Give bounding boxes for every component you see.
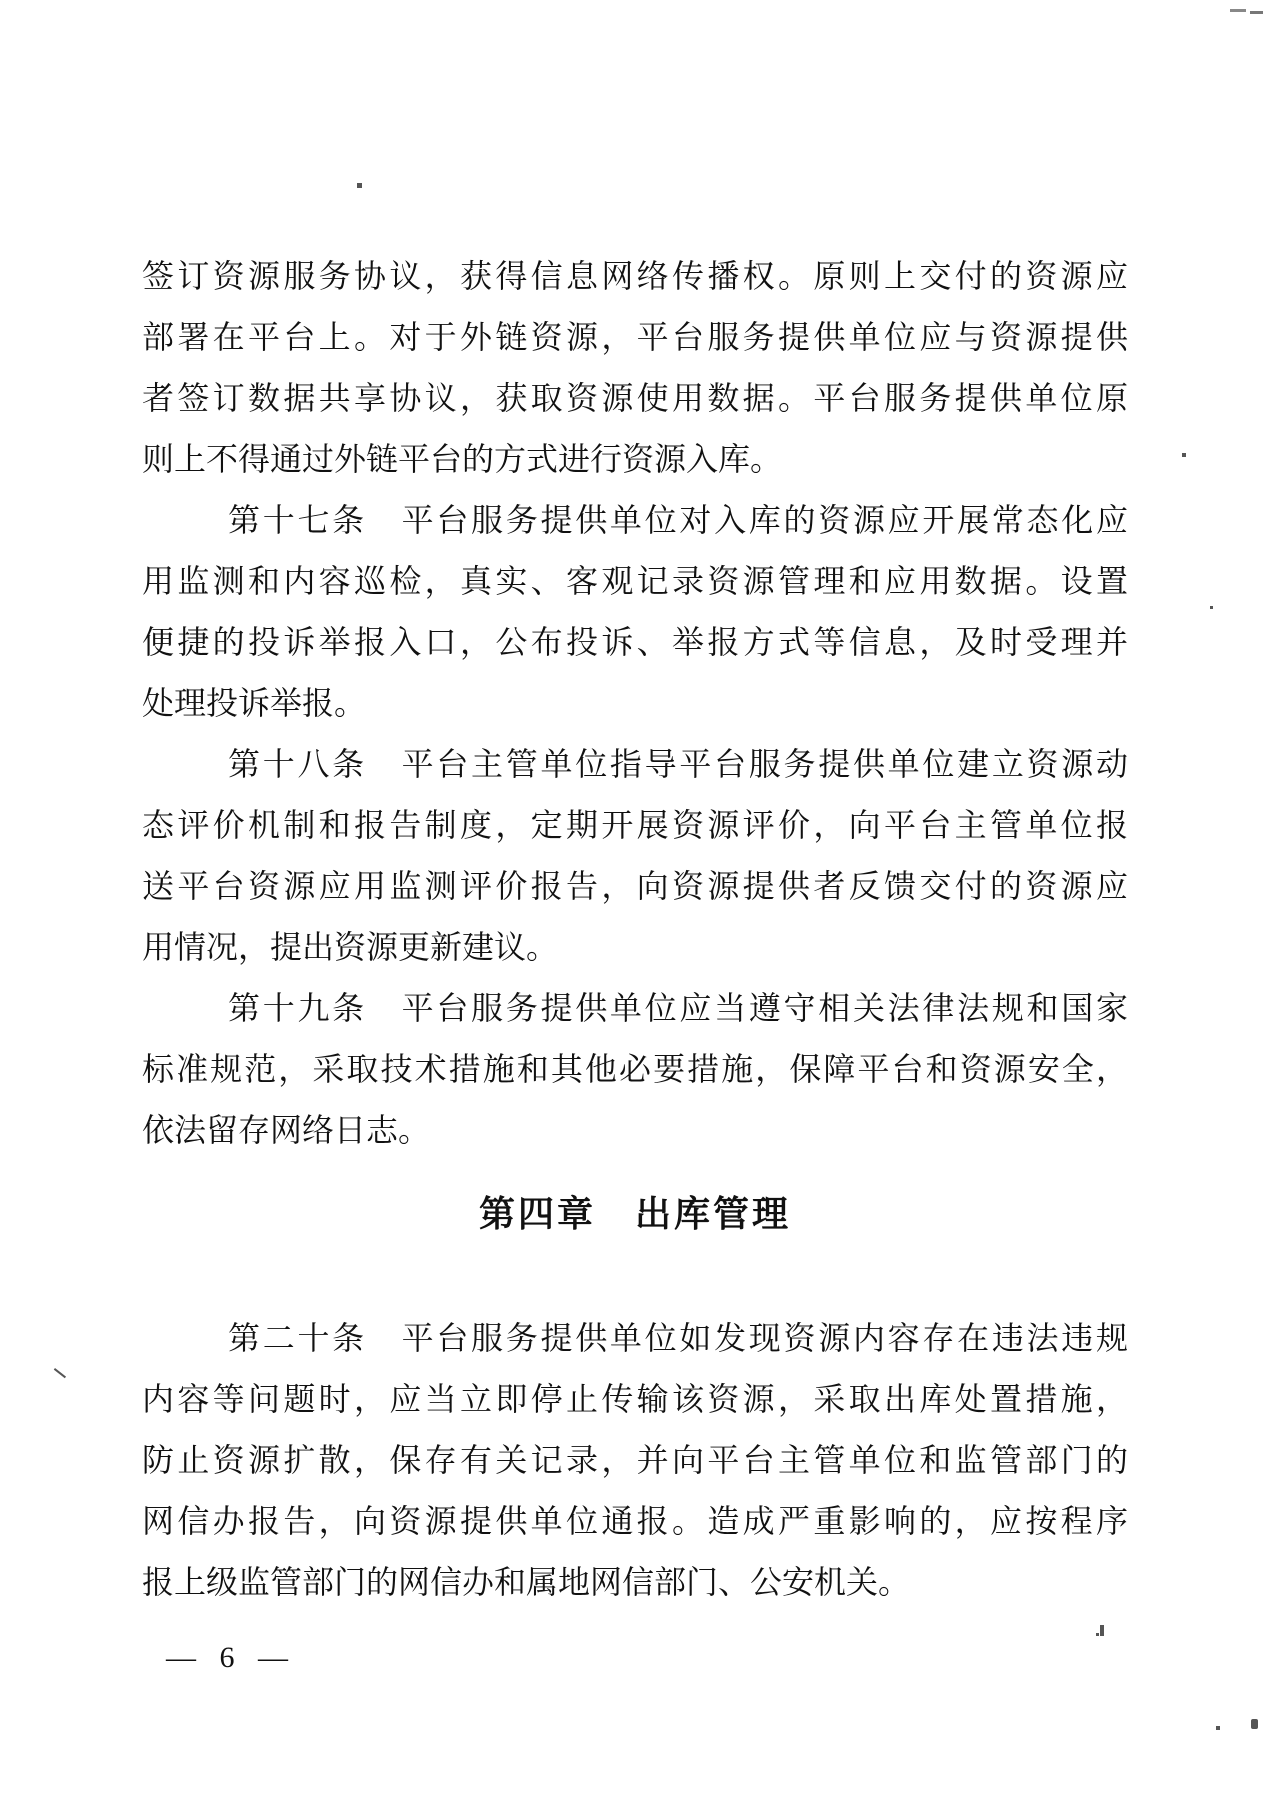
scan-artifact <box>1182 453 1186 457</box>
scan-artifact <box>1096 1633 1099 1636</box>
scan-artifact <box>1250 11 1263 14</box>
text-line: 防止资源扩散，保存有关记录，并向平台主管单位和监管部门的 <box>142 1442 1128 1478</box>
chapter-heading: 第四章 出库管理 <box>478 1193 791 1234</box>
text-line-article-17: 第十七条 平台服务提供单位对入库的资源应开展常态化应 <box>228 502 1128 538</box>
text-line: 者签订数据共享协议，获取资源使用数据。平台服务提供单位原 <box>142 380 1128 416</box>
text-line: 依法留存网络日志。 <box>142 1112 431 1148</box>
scan-artifact <box>357 183 362 188</box>
scan-artifact <box>54 1368 66 1378</box>
text-line: 用监测和内容巡检，真实、客观记录资源管理和应用数据。设置 <box>142 563 1128 599</box>
text-line: 用情况，提出资源更新建议。 <box>142 929 559 965</box>
text-line: 则上不得通过外链平台的方式进行资源入库。 <box>142 441 783 477</box>
text-line: 处理投诉举报。 <box>142 685 367 721</box>
text-line: 标准规范，采取技术措施和其他必要措施，保障平台和资源安全， <box>142 1051 1128 1087</box>
text-line: 态评价机制和报告制度，定期开展资源评价，向平台主管单位报 <box>142 807 1128 843</box>
text-line: 送平台资源应用监测评价报告，向资源提供者反馈交付的资源应 <box>142 868 1128 904</box>
text-line: 内容等问题时，应当立即停止传输该资源，采取出库处置措施， <box>142 1381 1128 1417</box>
document-body <box>142 246 1128 1613</box>
text-line-article-19: 第十九条 平台服务提供单位应当遵守相关法律法规和国家 <box>228 990 1128 1026</box>
text-line: 签订资源服务协议，获得信息网络传播权。原则上交付的资源应 <box>142 258 1128 294</box>
text-line: 报上级监管部门的网信办和属地网信部门、公安机关。 <box>142 1564 911 1600</box>
scan-artifact <box>1251 1719 1258 1729</box>
scan-artifact <box>1230 9 1246 12</box>
scan-artifact <box>1100 1625 1104 1636</box>
text-line: 网信办报告，向资源提供单位通报。造成严重影响的，应按程序 <box>142 1503 1128 1539</box>
text-line-article-20: 第二十条 平台服务提供单位如发现资源内容存在违法违规 <box>228 1320 1128 1356</box>
page-number: — 6 — <box>166 1641 296 1674</box>
text-line: 便捷的投诉举报入口，公布投诉、举报方式等信息，及时受理并 <box>142 624 1128 660</box>
scan-artifact <box>1210 606 1213 609</box>
text-line: 部署在平台上。对于外链资源，平台服务提供单位应与资源提供 <box>142 319 1128 355</box>
scan-artifact <box>1216 1726 1220 1730</box>
text-line-article-18: 第十八条 平台主管单位指导平台服务提供单位建立资源动 <box>228 746 1128 782</box>
